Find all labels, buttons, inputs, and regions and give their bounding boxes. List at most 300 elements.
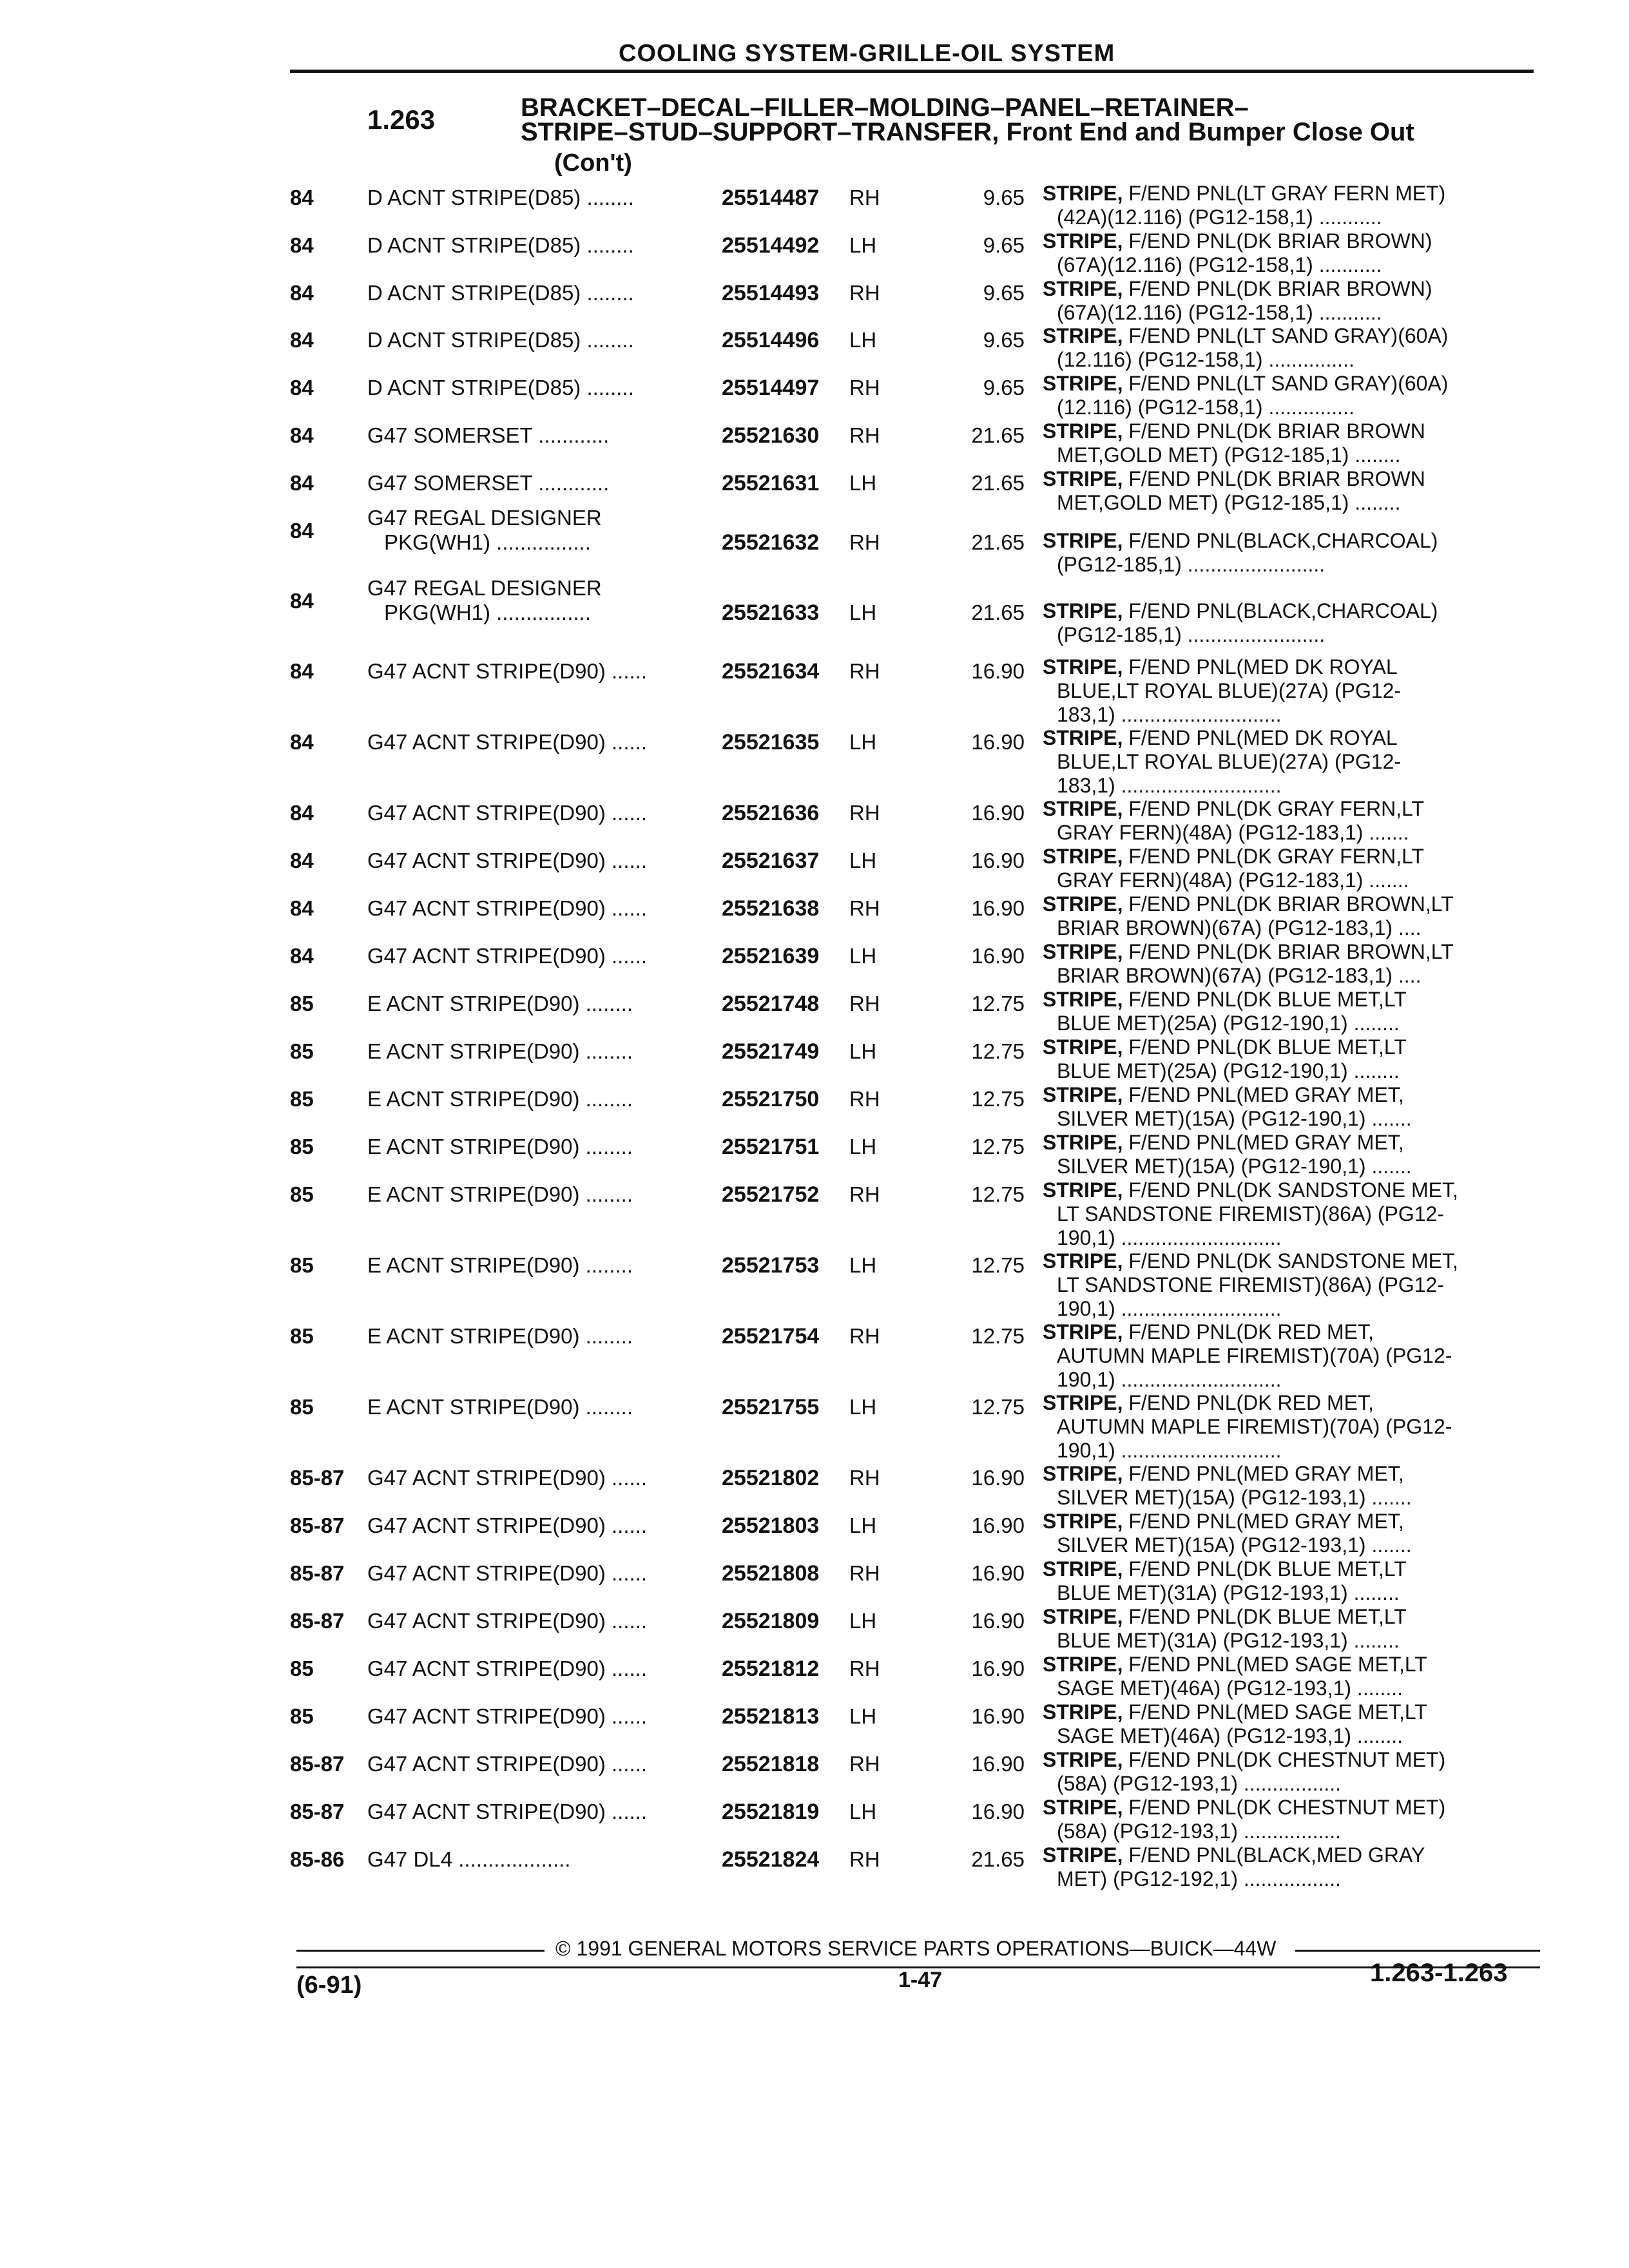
part-note-keyword: STRIPE, xyxy=(1043,1320,1123,1343)
part-side: RH xyxy=(849,896,880,920)
part-description-cell xyxy=(367,1395,715,1419)
part-price: 16.90 xyxy=(971,1561,1025,1585)
footer-section-range: 1.263-1.263 xyxy=(1370,1959,1508,1987)
part-note xyxy=(1043,1510,1519,1557)
part-note-line1 xyxy=(1043,1557,1519,1581)
part-number: 25521633 xyxy=(722,601,820,625)
part-note-line2: SILVER MET)(15A) (PG12-190,1) ....... xyxy=(1057,1155,1412,1178)
part-price: 16.90 xyxy=(971,1514,1025,1537)
part-note-text: F/END PNL(MED GRAY MET, xyxy=(1123,1462,1404,1485)
part-number: 25514492 xyxy=(722,233,820,258)
model-year: 85 xyxy=(290,1087,314,1111)
part-description: G47 SOMERSET ............ xyxy=(367,423,610,447)
part-note-text: F/END PNL(DK BLUE MET,LT xyxy=(1123,1035,1407,1059)
part-price: 16.90 xyxy=(971,801,1025,825)
part-note xyxy=(1043,1462,1519,1510)
part-side: LH xyxy=(849,471,877,495)
part-row xyxy=(0,1249,1629,1320)
part-side: RH xyxy=(849,659,880,683)
part-note xyxy=(1043,529,1519,577)
part-note-line3: 190,1) ............................ xyxy=(1057,1368,1282,1391)
part-note-keyword: STRIPE, xyxy=(1043,797,1123,820)
part-description: G47 ACNT STRIPE(D90) ...... xyxy=(367,1657,648,1680)
part-description-cell xyxy=(367,423,715,448)
part-side: RH xyxy=(849,186,880,209)
part-note xyxy=(1043,1700,1519,1748)
part-number: 25521634 xyxy=(722,659,820,684)
part-price: 16.90 xyxy=(971,1657,1025,1680)
part-description: G47 ACNT STRIPE(D90) ...... xyxy=(367,801,648,825)
part-note-keyword: STRIPE, xyxy=(1043,1178,1123,1202)
part-description-cell xyxy=(367,1704,715,1729)
part-price: 16.90 xyxy=(971,659,1025,683)
part-note-keyword: STRIPE, xyxy=(1043,1131,1123,1154)
part-note-keyword: STRIPE, xyxy=(1043,1035,1123,1059)
part-note xyxy=(1043,1249,1519,1321)
part-side: LH xyxy=(849,233,877,257)
part-number: 25521639 xyxy=(722,944,820,968)
part-price: 16.90 xyxy=(971,896,1025,920)
part-note xyxy=(1043,1083,1519,1131)
part-note-line1 xyxy=(1043,1249,1519,1273)
part-note-text: F/END PNL(LT SAND GRAY)(60A) xyxy=(1123,372,1449,395)
part-price: 21.65 xyxy=(971,471,1025,495)
part-description: E ACNT STRIPE(D90) ........ xyxy=(367,1253,633,1277)
part-side: LH xyxy=(849,1800,877,1823)
part-side: LH xyxy=(849,1609,877,1633)
section-title-tail: Front End and Bumper Close Out xyxy=(999,118,1414,146)
footer-rule-right xyxy=(1295,1950,1540,1952)
part-note xyxy=(1043,1557,1519,1605)
part-note-text: F/END PNL(MED DK ROYAL xyxy=(1123,726,1398,749)
part-note-text: F/END PNL(DK BRIAR BROWN,LT xyxy=(1123,940,1454,963)
part-note-line2: (42A)(12.116) (PG12-158,1) ........... xyxy=(1057,206,1382,229)
part-note-line2: (58A) (PG12-193,1) ................. xyxy=(1057,1772,1342,1795)
footer-copyright: © 1991 GENERAL MOTORS SERVICE PARTS OPERATIONS—BUICK—44W xyxy=(555,1937,1277,1960)
part-number: 25521813 xyxy=(722,1704,820,1729)
part-description-cont: PKG(WH1) ................ xyxy=(384,601,591,624)
part-note-keyword: STRIPE, xyxy=(1043,372,1123,395)
part-note-line1 xyxy=(1043,1131,1519,1155)
part-side: RH xyxy=(849,992,880,1015)
part-number: 25521819 xyxy=(722,1800,820,1824)
part-note-line1 xyxy=(1043,1510,1519,1533)
part-note-line3: 183,1) ............................ xyxy=(1057,774,1282,797)
part-side: LH xyxy=(849,601,877,624)
part-note-text: F/END PNL(MED GRAY MET, xyxy=(1123,1131,1404,1154)
part-note-line1 xyxy=(1043,845,1519,869)
part-note-text: F/END PNL(DK BRIAR BROWN xyxy=(1123,467,1425,490)
part-note-line2: GRAY FERN)(48A) (PG12-183,1) ....... xyxy=(1057,821,1409,844)
part-note-line2: (PG12-185,1) ........................ xyxy=(1057,623,1325,646)
part-note-line2: BLUE MET)(25A) (PG12-190,1) ........ xyxy=(1057,1059,1400,1082)
model-year: 85 xyxy=(290,992,314,1015)
part-price: 9.65 xyxy=(983,376,1025,399)
part-number: 25521808 xyxy=(722,1561,820,1586)
model-year: 85-87 xyxy=(290,1561,345,1585)
part-note-line1 xyxy=(1043,1843,1519,1867)
model-year: 84 xyxy=(290,849,314,872)
part-description-cell xyxy=(367,576,715,625)
part-note-keyword: STRIPE, xyxy=(1043,1557,1123,1581)
part-side: LH xyxy=(849,1395,877,1419)
part-price: 12.75 xyxy=(971,1087,1025,1111)
part-note-keyword: STRIPE, xyxy=(1043,1083,1123,1106)
part-price: 21.65 xyxy=(971,601,1025,624)
part-note xyxy=(1043,892,1519,940)
part-note xyxy=(1043,1320,1519,1392)
part-note xyxy=(1043,1035,1519,1083)
part-note-line1 xyxy=(1043,1748,1519,1772)
part-description: D ACNT STRIPE(D85) ........ xyxy=(367,376,634,399)
part-note-text: F/END PNL(MED SAGE MET,LT xyxy=(1123,1700,1427,1724)
part-number: 25521752 xyxy=(722,1182,820,1207)
part-number: 25521750 xyxy=(722,1087,820,1111)
model-year: 85 xyxy=(290,1039,314,1063)
part-note-line2: BLUE MET)(31A) (PG12-193,1) ........ xyxy=(1057,1629,1400,1652)
part-number: 25521751 xyxy=(722,1135,820,1159)
part-note-text: F/END PNL(BLACK,MED GRAY xyxy=(1123,1843,1425,1867)
part-description-cell xyxy=(367,1847,715,1872)
model-year: 85-87 xyxy=(290,1609,345,1633)
part-note-text: F/END PNL(DK SANDSTONE MET, xyxy=(1123,1249,1458,1273)
part-note-keyword: STRIPE, xyxy=(1043,182,1123,205)
model-year: 85 xyxy=(290,1657,314,1680)
part-number: 25521748 xyxy=(722,992,820,1016)
part-row xyxy=(0,726,1629,797)
part-price: 9.65 xyxy=(983,186,1025,209)
part-note-line2: (PG12-185,1) ........................ xyxy=(1057,553,1325,576)
part-note-line2: AUTUMN MAPLE FIREMIST)(70A) (PG12- xyxy=(1057,1344,1452,1367)
part-number: 25521632 xyxy=(722,530,820,555)
part-note-keyword: STRIPE, xyxy=(1043,1605,1123,1628)
part-note-text: F/END PNL(DK BRIAR BROWN xyxy=(1123,419,1425,443)
part-note xyxy=(1043,1391,1519,1463)
part-description-cell xyxy=(367,1800,715,1824)
part-row xyxy=(0,506,1629,576)
part-number: 25521755 xyxy=(722,1395,820,1419)
part-number: 25521638 xyxy=(722,896,820,921)
part-side: RH xyxy=(849,1657,880,1680)
part-description-cell xyxy=(367,1253,715,1278)
part-note-line1 xyxy=(1043,726,1519,750)
part-number: 25521630 xyxy=(722,423,820,448)
part-note-text: F/END PNL(BLACK,CHARCOAL) xyxy=(1123,529,1438,552)
part-description-cell xyxy=(367,1514,715,1538)
part-note-text: F/END PNL(DK GRAY FERN,LT xyxy=(1123,845,1425,868)
part-price: 16.90 xyxy=(971,730,1025,754)
part-note-keyword: STRIPE, xyxy=(1043,324,1123,347)
part-price: 9.65 xyxy=(983,328,1025,352)
part-price: 12.75 xyxy=(971,1324,1025,1348)
part-side: LH xyxy=(849,328,877,352)
part-note-text: F/END PNL(DK BLUE MET,LT xyxy=(1123,988,1407,1011)
part-note-line1 xyxy=(1043,1796,1519,1820)
part-note-text: F/END PNL(LT SAND GRAY)(60A) xyxy=(1123,324,1449,347)
part-description: E ACNT STRIPE(D90) ........ xyxy=(367,1087,633,1111)
part-note xyxy=(1043,599,1519,647)
part-note xyxy=(1043,797,1519,845)
part-price: 16.90 xyxy=(971,1704,1025,1728)
part-price: 12.75 xyxy=(971,1395,1025,1419)
part-note xyxy=(1043,372,1519,419)
part-note-text: F/END PNL(DK BLUE MET,LT xyxy=(1123,1557,1407,1581)
model-year: 84 xyxy=(290,659,314,683)
part-description: G47 ACNT STRIPE(D90) ...... xyxy=(367,1752,648,1776)
part-note-keyword: STRIPE, xyxy=(1043,1391,1123,1414)
part-description: E ACNT STRIPE(D90) ........ xyxy=(367,1135,633,1158)
part-description-cell xyxy=(367,328,715,352)
part-note xyxy=(1043,1178,1519,1250)
part-note-keyword: STRIPE, xyxy=(1043,845,1123,868)
part-side: LH xyxy=(849,730,877,754)
part-description: G47 ACNT STRIPE(D90) ...... xyxy=(367,944,648,968)
part-note-keyword: STRIPE, xyxy=(1043,1510,1123,1533)
part-note-line1 xyxy=(1043,940,1519,964)
part-price: 21.65 xyxy=(971,1847,1025,1871)
part-note-line2: MET,GOLD MET) (PG12-185,1) ........ xyxy=(1057,443,1401,466)
part-description: G47 ACNT STRIPE(D90) ...... xyxy=(367,1514,648,1537)
part-description-cell xyxy=(367,659,715,684)
part-note-line2: GRAY FERN)(48A) (PG12-183,1) ....... xyxy=(1057,869,1409,892)
part-number: 25521754 xyxy=(722,1324,820,1349)
part-note-keyword: STRIPE, xyxy=(1043,1796,1123,1819)
part-side: RH xyxy=(849,530,880,554)
part-note-keyword: STRIPE, xyxy=(1043,1462,1123,1485)
part-note-line3: 190,1) ............................ xyxy=(1057,1297,1282,1320)
part-side: RH xyxy=(849,1752,880,1776)
part-description-cell xyxy=(367,186,715,210)
part-note-text: F/END PNL(DK RED MET, xyxy=(1123,1391,1374,1414)
part-description: D ACNT STRIPE(D85) ........ xyxy=(367,233,634,257)
footer-rule-left xyxy=(296,1950,545,1952)
part-side: LH xyxy=(849,1253,877,1277)
part-description-cell xyxy=(367,506,715,555)
part-note-text: F/END PNL(DK GRAY FERN,LT xyxy=(1123,797,1425,820)
part-side: RH xyxy=(849,1466,880,1490)
part-note-keyword: STRIPE, xyxy=(1043,1748,1123,1771)
part-price: 12.75 xyxy=(971,1253,1025,1277)
part-note-keyword: STRIPE, xyxy=(1043,892,1123,916)
part-side: RH xyxy=(849,1324,880,1348)
model-year: 84 xyxy=(290,730,314,754)
part-price: 16.90 xyxy=(971,1609,1025,1633)
part-note xyxy=(1043,1605,1519,1653)
part-row xyxy=(0,1320,1629,1391)
part-note xyxy=(1043,988,1519,1035)
part-note xyxy=(1043,277,1519,325)
part-number: 25521824 xyxy=(722,1847,820,1872)
part-note-text: F/END PNL(DK BRIAR BROWN,LT xyxy=(1123,892,1454,916)
part-description-cell xyxy=(367,1657,715,1681)
part-note-line2: LT SANDSTONE FIREMIST)(86A) (PG12- xyxy=(1057,1273,1444,1296)
part-description-cell xyxy=(367,944,715,968)
part-side: RH xyxy=(849,801,880,825)
part-note xyxy=(1043,845,1519,892)
part-note-keyword: STRIPE, xyxy=(1043,726,1123,749)
part-note-text: F/END PNL(BLACK,CHARCOAL) xyxy=(1123,599,1438,622)
footer-page-number: 1-47 xyxy=(898,1968,943,1992)
model-year: 85-86 xyxy=(290,1847,345,1871)
part-note-line1 xyxy=(1043,655,1519,679)
model-year: 85 xyxy=(290,1182,314,1206)
part-description: G47 ACNT STRIPE(D90) ...... xyxy=(367,1609,648,1633)
part-description-cell xyxy=(367,1039,715,1064)
part-note-text: F/END PNL(DK CHESTNUT MET) xyxy=(1123,1748,1446,1771)
part-note-line1 xyxy=(1043,988,1519,1012)
part-note-text: F/END PNL(DK RED MET, xyxy=(1123,1320,1374,1343)
part-note-line1 xyxy=(1043,892,1519,916)
part-note xyxy=(1043,726,1519,798)
part-description: D ACNT STRIPE(D85) ........ xyxy=(367,281,634,305)
part-note xyxy=(1043,467,1519,515)
part-description-cell xyxy=(367,896,715,921)
part-number: 25514496 xyxy=(722,328,820,352)
part-description-cell xyxy=(367,376,715,400)
model-year: 84 xyxy=(290,423,314,447)
part-side: RH xyxy=(849,423,880,447)
part-side: LH xyxy=(849,1135,877,1158)
part-note-line1 xyxy=(1043,1605,1519,1629)
part-row xyxy=(0,655,1629,726)
part-description-cell xyxy=(367,233,715,258)
part-side: RH xyxy=(849,1182,880,1206)
model-year: 84 xyxy=(290,328,314,352)
part-note-text: F/END PNL(DK BLUE MET,LT xyxy=(1123,1605,1407,1628)
part-side: RH xyxy=(849,1087,880,1111)
part-note-keyword: STRIPE, xyxy=(1043,419,1123,443)
part-description-cell xyxy=(367,1466,715,1490)
part-side: RH xyxy=(849,1847,880,1871)
part-number: 25521631 xyxy=(722,471,820,495)
part-description: G47 ACNT STRIPE(D90) ...... xyxy=(367,1466,648,1490)
part-note-line2: SILVER MET)(15A) (PG12-193,1) ....... xyxy=(1057,1486,1412,1509)
part-note-line1 xyxy=(1043,1035,1519,1059)
section-number: 1.263 xyxy=(367,104,436,135)
part-side: LH xyxy=(849,944,877,968)
part-description-cell xyxy=(367,1561,715,1586)
section-continued: (Con't) xyxy=(554,149,632,177)
part-note-line1 xyxy=(1043,419,1519,443)
part-price: 12.75 xyxy=(971,1182,1025,1206)
part-note-keyword: STRIPE, xyxy=(1043,467,1123,490)
part-row xyxy=(0,576,1629,646)
part-note-keyword: STRIPE, xyxy=(1043,1249,1123,1273)
part-note-keyword: STRIPE, xyxy=(1043,277,1123,300)
part-note xyxy=(1043,655,1519,727)
part-description: G47 REGAL DESIGNER xyxy=(367,576,602,600)
part-note-line1 xyxy=(1043,529,1519,553)
part-number: 25521749 xyxy=(722,1039,820,1064)
part-description-cell xyxy=(367,849,715,873)
model-year: 85-87 xyxy=(290,1514,345,1537)
model-year: 85 xyxy=(290,1395,314,1419)
part-number: 25521812 xyxy=(722,1657,820,1681)
part-note xyxy=(1043,1653,1519,1700)
part-note xyxy=(1043,1131,1519,1178)
part-note-line1 xyxy=(1043,324,1519,348)
model-year: 85 xyxy=(290,1135,314,1158)
part-description: E ACNT STRIPE(D90) ........ xyxy=(367,1395,633,1419)
part-note-line1 xyxy=(1043,599,1519,623)
part-description-cell xyxy=(367,1609,715,1633)
part-number: 25514497 xyxy=(722,376,820,400)
page-header: COOLING SYSTEM-GRILLE-OIL SYSTEM xyxy=(619,40,1115,67)
part-description: G47 ACNT STRIPE(D90) ...... xyxy=(367,730,648,754)
part-note-line2: SAGE MET)(46A) (PG12-193,1) ........ xyxy=(1057,1724,1403,1747)
part-note-line1 xyxy=(1043,229,1519,253)
part-number: 25521802 xyxy=(722,1466,820,1490)
part-note-line3: 190,1) ............................ xyxy=(1057,1226,1282,1249)
part-note-text: F/END PNL(DK BRIAR BROWN) xyxy=(1123,229,1432,253)
model-year: 84 xyxy=(290,186,314,209)
part-note-text: F/END PNL(MED SAGE MET,LT xyxy=(1123,1653,1427,1676)
part-note-line2: MET,GOLD MET) (PG12-185,1) ........ xyxy=(1057,491,1401,514)
part-note-keyword: STRIPE, xyxy=(1043,940,1123,963)
model-year: 85-87 xyxy=(290,1800,345,1823)
model-year: 85 xyxy=(290,1253,314,1277)
part-note-line2: (58A) (PG12-193,1) ................. xyxy=(1057,1820,1342,1843)
part-note-text: F/END PNL(MED GRAY MET, xyxy=(1123,1083,1404,1106)
part-note-line2: BLUE,LT ROYAL BLUE)(27A) (PG12- xyxy=(1057,679,1402,702)
part-note-text: F/END PNL(DK CHESTNUT MET) xyxy=(1123,1796,1446,1819)
part-description: E ACNT STRIPE(D90) ........ xyxy=(367,1039,633,1063)
part-note xyxy=(1043,1748,1519,1796)
model-year: 84 xyxy=(290,801,314,825)
part-row xyxy=(0,1391,1629,1462)
part-side: LH xyxy=(849,1704,877,1728)
part-description-cell xyxy=(367,1752,715,1776)
part-price: 12.75 xyxy=(971,1135,1025,1158)
part-note-line2: BLUE MET)(25A) (PG12-190,1) ........ xyxy=(1057,1012,1400,1035)
part-number: 25514493 xyxy=(722,281,820,305)
part-description: G47 DL4 ................... xyxy=(367,1847,571,1871)
section-title-line2-text: STRIPE–STUD–SUPPORT–TRANSFER, xyxy=(521,118,999,146)
part-note-line1 xyxy=(1043,1700,1519,1724)
part-description-cell xyxy=(367,1324,715,1349)
part-price: 9.65 xyxy=(983,281,1025,305)
part-description: D ACNT STRIPE(D85) ........ xyxy=(367,186,634,209)
model-year: 84 xyxy=(290,471,314,495)
part-note-text: F/END PNL(DK BRIAR BROWN) xyxy=(1123,277,1432,300)
part-note-line1 xyxy=(1043,1391,1519,1415)
part-side: LH xyxy=(849,849,877,872)
part-description: D ACNT STRIPE(D85) ........ xyxy=(367,328,634,352)
part-note xyxy=(1043,419,1519,467)
part-note-line2: SILVER MET)(15A) (PG12-193,1) ....... xyxy=(1057,1533,1412,1557)
part-note xyxy=(1043,324,1519,372)
part-description: G47 ACNT STRIPE(D90) ...... xyxy=(367,849,648,872)
part-note-text: F/END PNL(MED GRAY MET, xyxy=(1123,1510,1404,1533)
part-side: LH xyxy=(849,1039,877,1063)
part-description: G47 ACNT STRIPE(D90) ...... xyxy=(367,1800,648,1823)
model-year: 84 xyxy=(290,896,314,920)
section-title-line1: BRACKET–DECAL–FILLER–MOLDING–PANEL–RETAINER– xyxy=(521,93,1249,122)
part-note-text: F/END PNL(DK SANDSTONE MET, xyxy=(1123,1178,1458,1202)
part-description-cont: PKG(WH1) ................ xyxy=(384,530,591,554)
part-note xyxy=(1043,1843,1519,1891)
part-side: RH xyxy=(849,376,880,399)
part-note-text: F/END PNL(LT GRAY FERN MET) xyxy=(1123,182,1446,205)
part-description-cell xyxy=(367,1135,715,1159)
part-note-line1 xyxy=(1043,1653,1519,1677)
part-price: 12.75 xyxy=(971,992,1025,1015)
part-note-text: F/END PNL(MED DK ROYAL xyxy=(1123,655,1398,678)
part-note-keyword: STRIPE, xyxy=(1043,529,1123,552)
part-note-keyword: STRIPE, xyxy=(1043,599,1123,622)
part-number: 25521636 xyxy=(722,801,820,825)
part-note-line1 xyxy=(1043,797,1519,821)
